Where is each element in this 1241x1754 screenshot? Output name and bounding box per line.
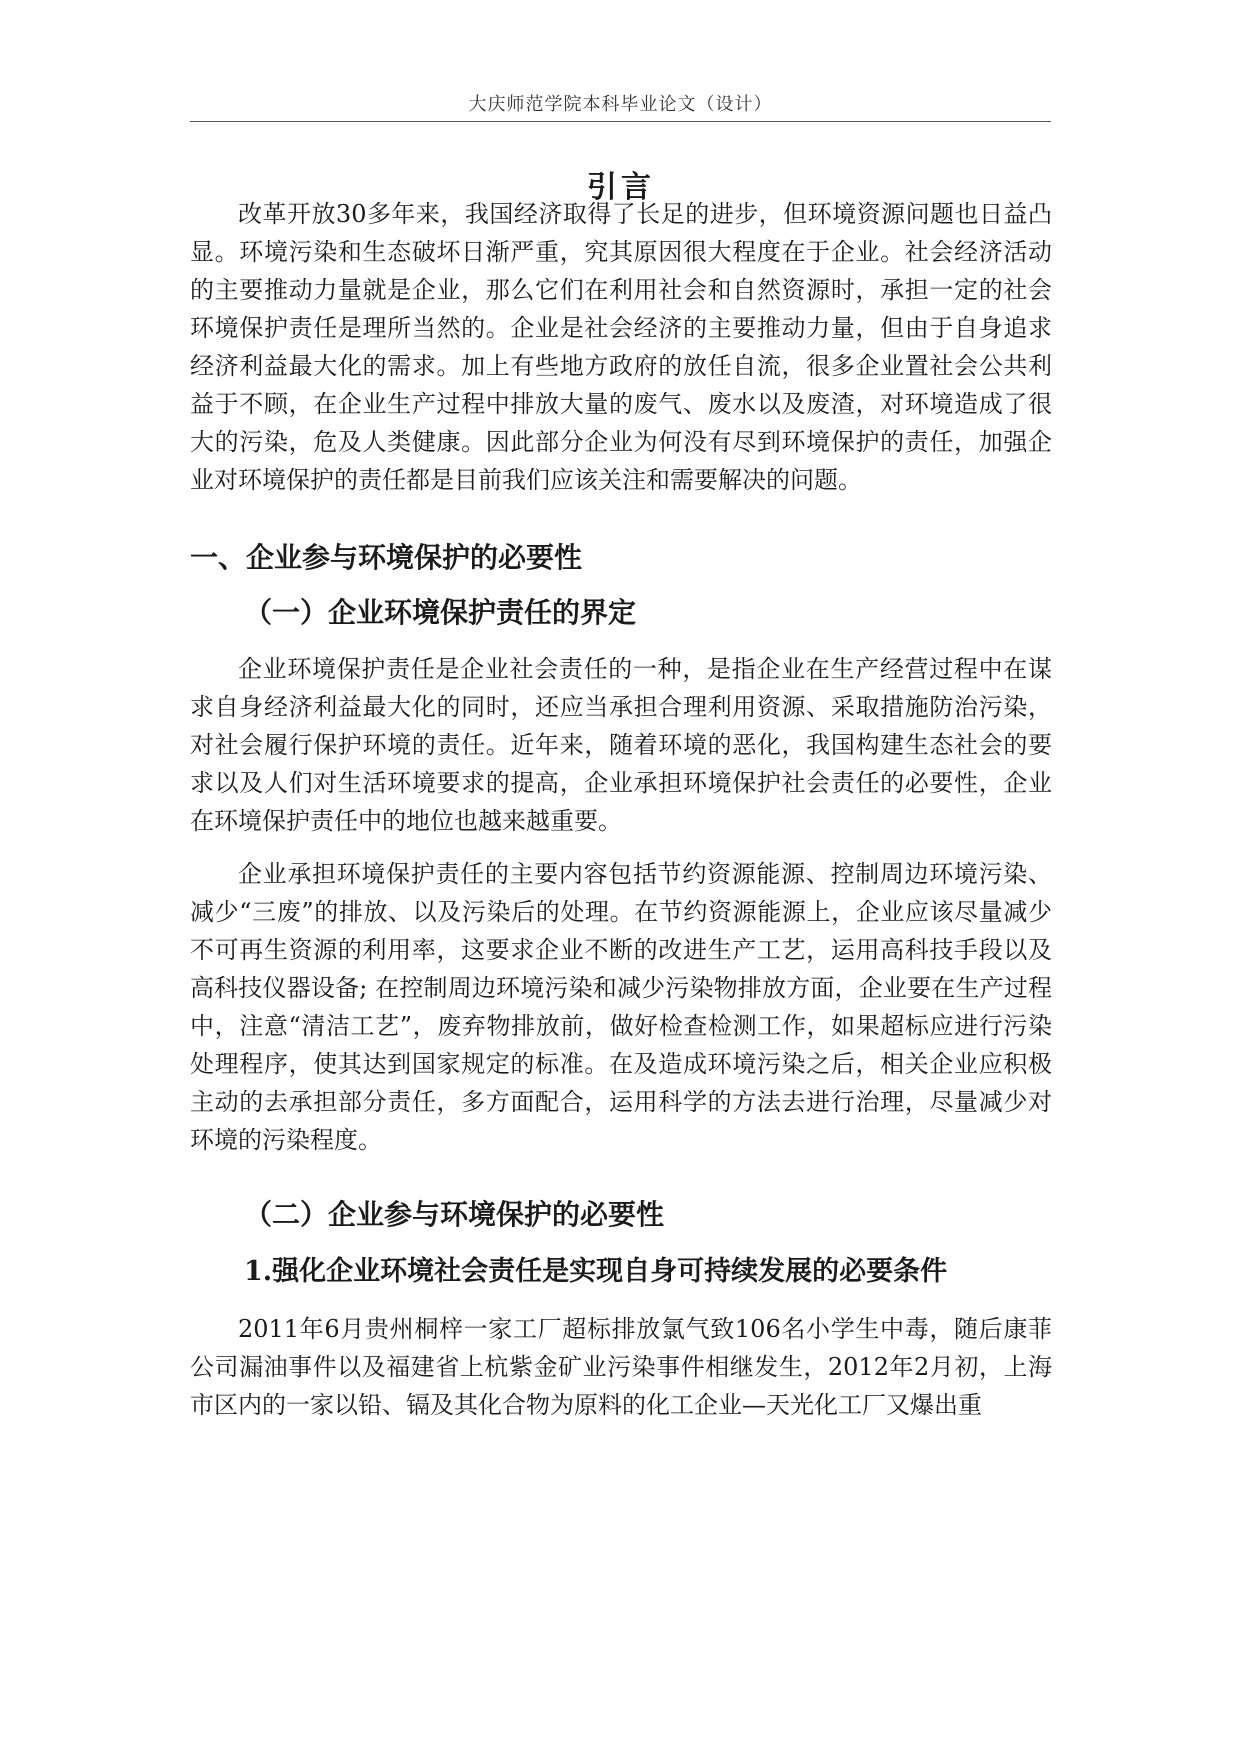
intro-paragraph: 改革开放30多年来，我国经济取得了长足的进步，但环境资源问题也日益凸显。环境污染和生态破坏日渐严重，究其原因很大程度在于企业。社会经济活动的主要推动力量就是企业，那么它们在利用社会和自然资源时，承担一定的社会环境保护责任是理所当然的。企业是社会经济的主要推动力量，但由于自身追求经济利益最大化的需求。加上有些地方政府的放任自流，很多企业置社会公共利益于不顾，在企业生产过程中排放大量的废气、废水以及废渣，对环境造成了很大的污染，危及人类健康。因此部分企业为何没有尽到环境保护的责任，加强企业对环境保护的责任都是目前我们应该关注和需要解决的问题。 xyxy=(190,200,1052,494)
subsection-1-paragraph-2: 企业承担环境保护责任的主要内容包括节约资源能源、控制周边环境污染、减少“三废”的排放、以及污染后的处理。在节约资源能源上，企业应该尽量减少不可再生资源的利用率，这要求企业不断的改进生产工艺，运用高科技手段以及高科技仪器设备; 在控制周边环境污染和减少污染物排放方面，企业要在生产过程中，注意“清洁工艺”，废弃物排放前，做好检查检测工作，如果超标应进行污染处理程序，使其达到国家规定的标准。在及造成环境污染之后，相关企业应积极主动的去承担部分责任，多方面配合，运用科学的方法去进行治理，尽量减少对环境的污染程度。 xyxy=(190,860,1052,1154)
subsection-1-paragraph-1: 企业环境保护责任是企业社会责任的一种，是指企业在生产经营过程中在谋求自身经济利益最大化的同时，还应当承担合理利用资源、采取措施防治污染，对社会履行保护环境的责任。近年来，随着环境的恶化，我国构建生态社会的要求以及人们对生活环境要求的提高，企业承担环境保护社会责任的必要性，企业在环境保护责任中的地位也越来越重要。 xyxy=(190,655,1052,835)
page-title: 引言 xyxy=(587,170,655,205)
header-divider xyxy=(190,121,1051,122)
running-header: 大庆师范学院本科毕业论文（设计） xyxy=(468,94,773,115)
subsection-1-heading: （一）企业环境保护责任的界定 xyxy=(244,596,637,629)
point-1-heading: 1.强化企业环境社会责任是实现自身可持续发展的必要条件 xyxy=(244,1256,948,1287)
section-1-heading: 一、企业参与环境保护的必要性 xyxy=(190,541,583,574)
point-1-paragraph: 2011年6月贵州桐梓一家工厂超标排放氯气致106名小学生中毒，随后康菲公司漏油事件以及福建省上杭紫金矿业污染事件相继发生，2012年2月初，上海市区内的一家以铅、镉及其化合物为原料的化工企业—天光化工厂又爆出重 xyxy=(190,1315,1052,1419)
subsection-2-heading: （二）企业参与环境保护的必要性 xyxy=(244,1198,665,1231)
